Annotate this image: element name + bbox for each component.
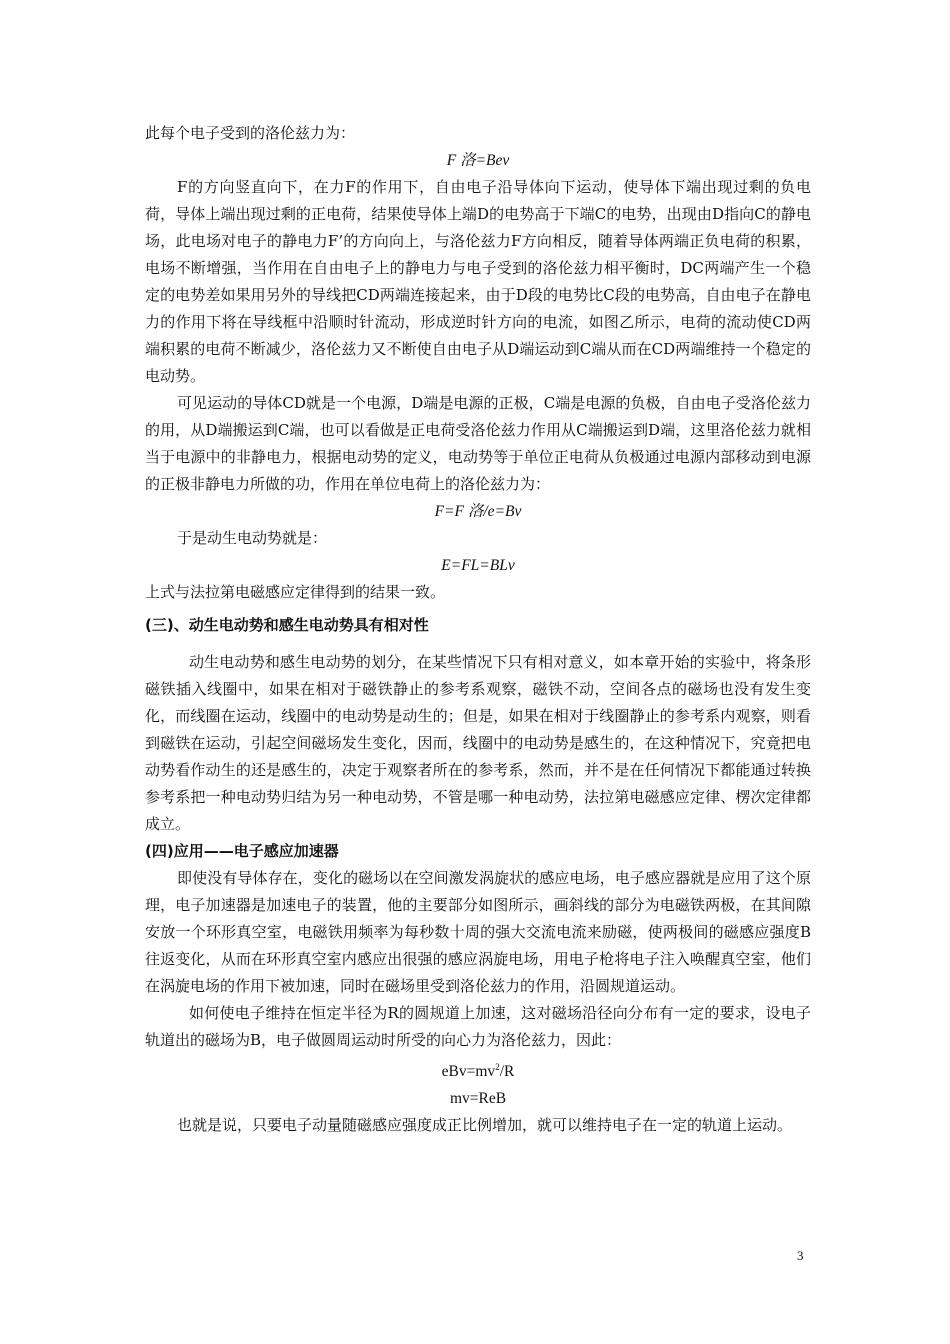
paragraph-intro: 此每个电子受到的洛伦兹力为：: [145, 124, 356, 142]
page-number: 3: [797, 1248, 804, 1263]
section-heading-relativity: (三)、动生电动势和感生电动势具有相对性: [145, 616, 429, 634]
paragraph-force-direction: F的方向竖直向下，在力F的作用下，自由电子沿导体向下运动，使导体下端出现过剩的负电荷，导体上端出现过剩的正电荷，结果使导体上端D的电势高于下端C的电势，出现由D指向C的静电场，此电场对电子的静电力F’的方向向上，与洛伦兹力F方向相反，随着导体两端正负电荷的积累，电场不断增强，当作用在自由电子上的静电力与电子受到的洛伦兹力相平衡时，DC两端产生一个稳定的电势差如果用另外的导线把CD两端连接起来，由于D段的电势比C段的电势高，自由电子在静电力的作用下将在导线框中沿顺时针流动，形成逆时针方向的电流，如图乙所示，电荷的流动使CD两端积累的电荷不断减少，洛伦兹力又不断使自由电子从D端运动到C端从而在CD两端维持一个稳定的电动势。: [145, 178, 811, 385]
formula-centripetal: [145, 1054, 811, 1085]
formula-emf: E=FL=BLv: [441, 557, 515, 574]
paragraph-orbit-condition: 如何使电子维持在恒定半径为R的圆规道上加速，这对磁场沿径向分布有一定的要求，设电子轨道出的磁场为B，电子做圆周运动时所受的向心力为洛伦兹力，因此：: [145, 1004, 811, 1049]
formula-centripetal-exponent: 2: [495, 1062, 500, 1072]
formula-momentum: mv=ReB: [449, 1090, 507, 1108]
formula-lorentz-force: F 洛=Bev: [446, 152, 510, 169]
formula-centripetal-tail: /R: [499, 1063, 515, 1081]
formula-centripetal-base: eBv=mv: [441, 1063, 496, 1081]
paragraph-conductor-source: 可见运动的导体CD就是一个电源，D端是电源的正极，C端是电源的负极，自由电子受洛伦兹力的用，从D端搬运到C端，也可以看做是正电荷受洛伦兹力作用从C端搬运到D端，这里洛伦兹力就相当于电源中的非静电力，根据电动势的定义，电动势等于单位正电荷从负极通过电源内部移动到电源的正极非静电力所做的功，作用在单位电荷上的洛伦兹力为：: [145, 394, 811, 493]
paragraph-consistency: 上式与法拉第电磁感应定律得到的结果一致。: [145, 583, 446, 601]
page-body: [145, 120, 811, 1139]
section-heading-betatron: (四)应用——电子感应加速器: [145, 842, 339, 860]
paragraph-betatron: 即使没有导体存在，变化的磁场以在空间激发涡旋状的感应电场，电子感应器就是应用了这个原理，电子加速器是加速电子的装置，他的主要部分如图所示，画斜线的部分为电磁铁两极，在其间隙安放一个环形真空室，电磁铁用频率为每秒数十周的强大交流电流来励磁，使两极间的磁感应强度B往返变化，从而在环形真空室内感应出很强的感应涡旋电场，用电子枪将电子注入唤醒真空室，他们在涡旋电场的作用下被加速，同时在磁场里受到洛伦兹力的作用，沿圆规道运动。: [145, 869, 811, 995]
paragraph-conclusion: 也就是说，只要电子动量随磁感应强度成正比例增加，就可以维持电子在一定的轨道上运动。: [177, 1116, 793, 1135]
paragraph-relativity: 动生电动势和感生电动势的划分，在某些情况下只有相对意义，如本章开始的实验中，将条形磁铁插入线圈中，如果在相对于磁铁静止的参考系观察，磁铁不动，空间各点的磁场也没有发生变化，而线圈在运动，线圈中的电动势是动生的；但是，如果在相对于线圈静止的参考系内观察，则看到磁铁在运动，引起空间磁场发生变化，因而，线圈中的电动势是感生的，在这种情况下，究竟把电动势看作动生的还是感生的，决定于观察者所在的参考系，然而，并不是在任何情况下都能通过转换参考系把一种电动势归结为另一种电动势，不管是哪一种电动势，法拉第电磁感应定律、楞次定律都成立。: [145, 653, 811, 833]
paragraph-motional-emf: 于是动生电动势就是：: [177, 529, 328, 547]
formula-unit-force: F=F 洛/e=Bv: [434, 503, 522, 520]
